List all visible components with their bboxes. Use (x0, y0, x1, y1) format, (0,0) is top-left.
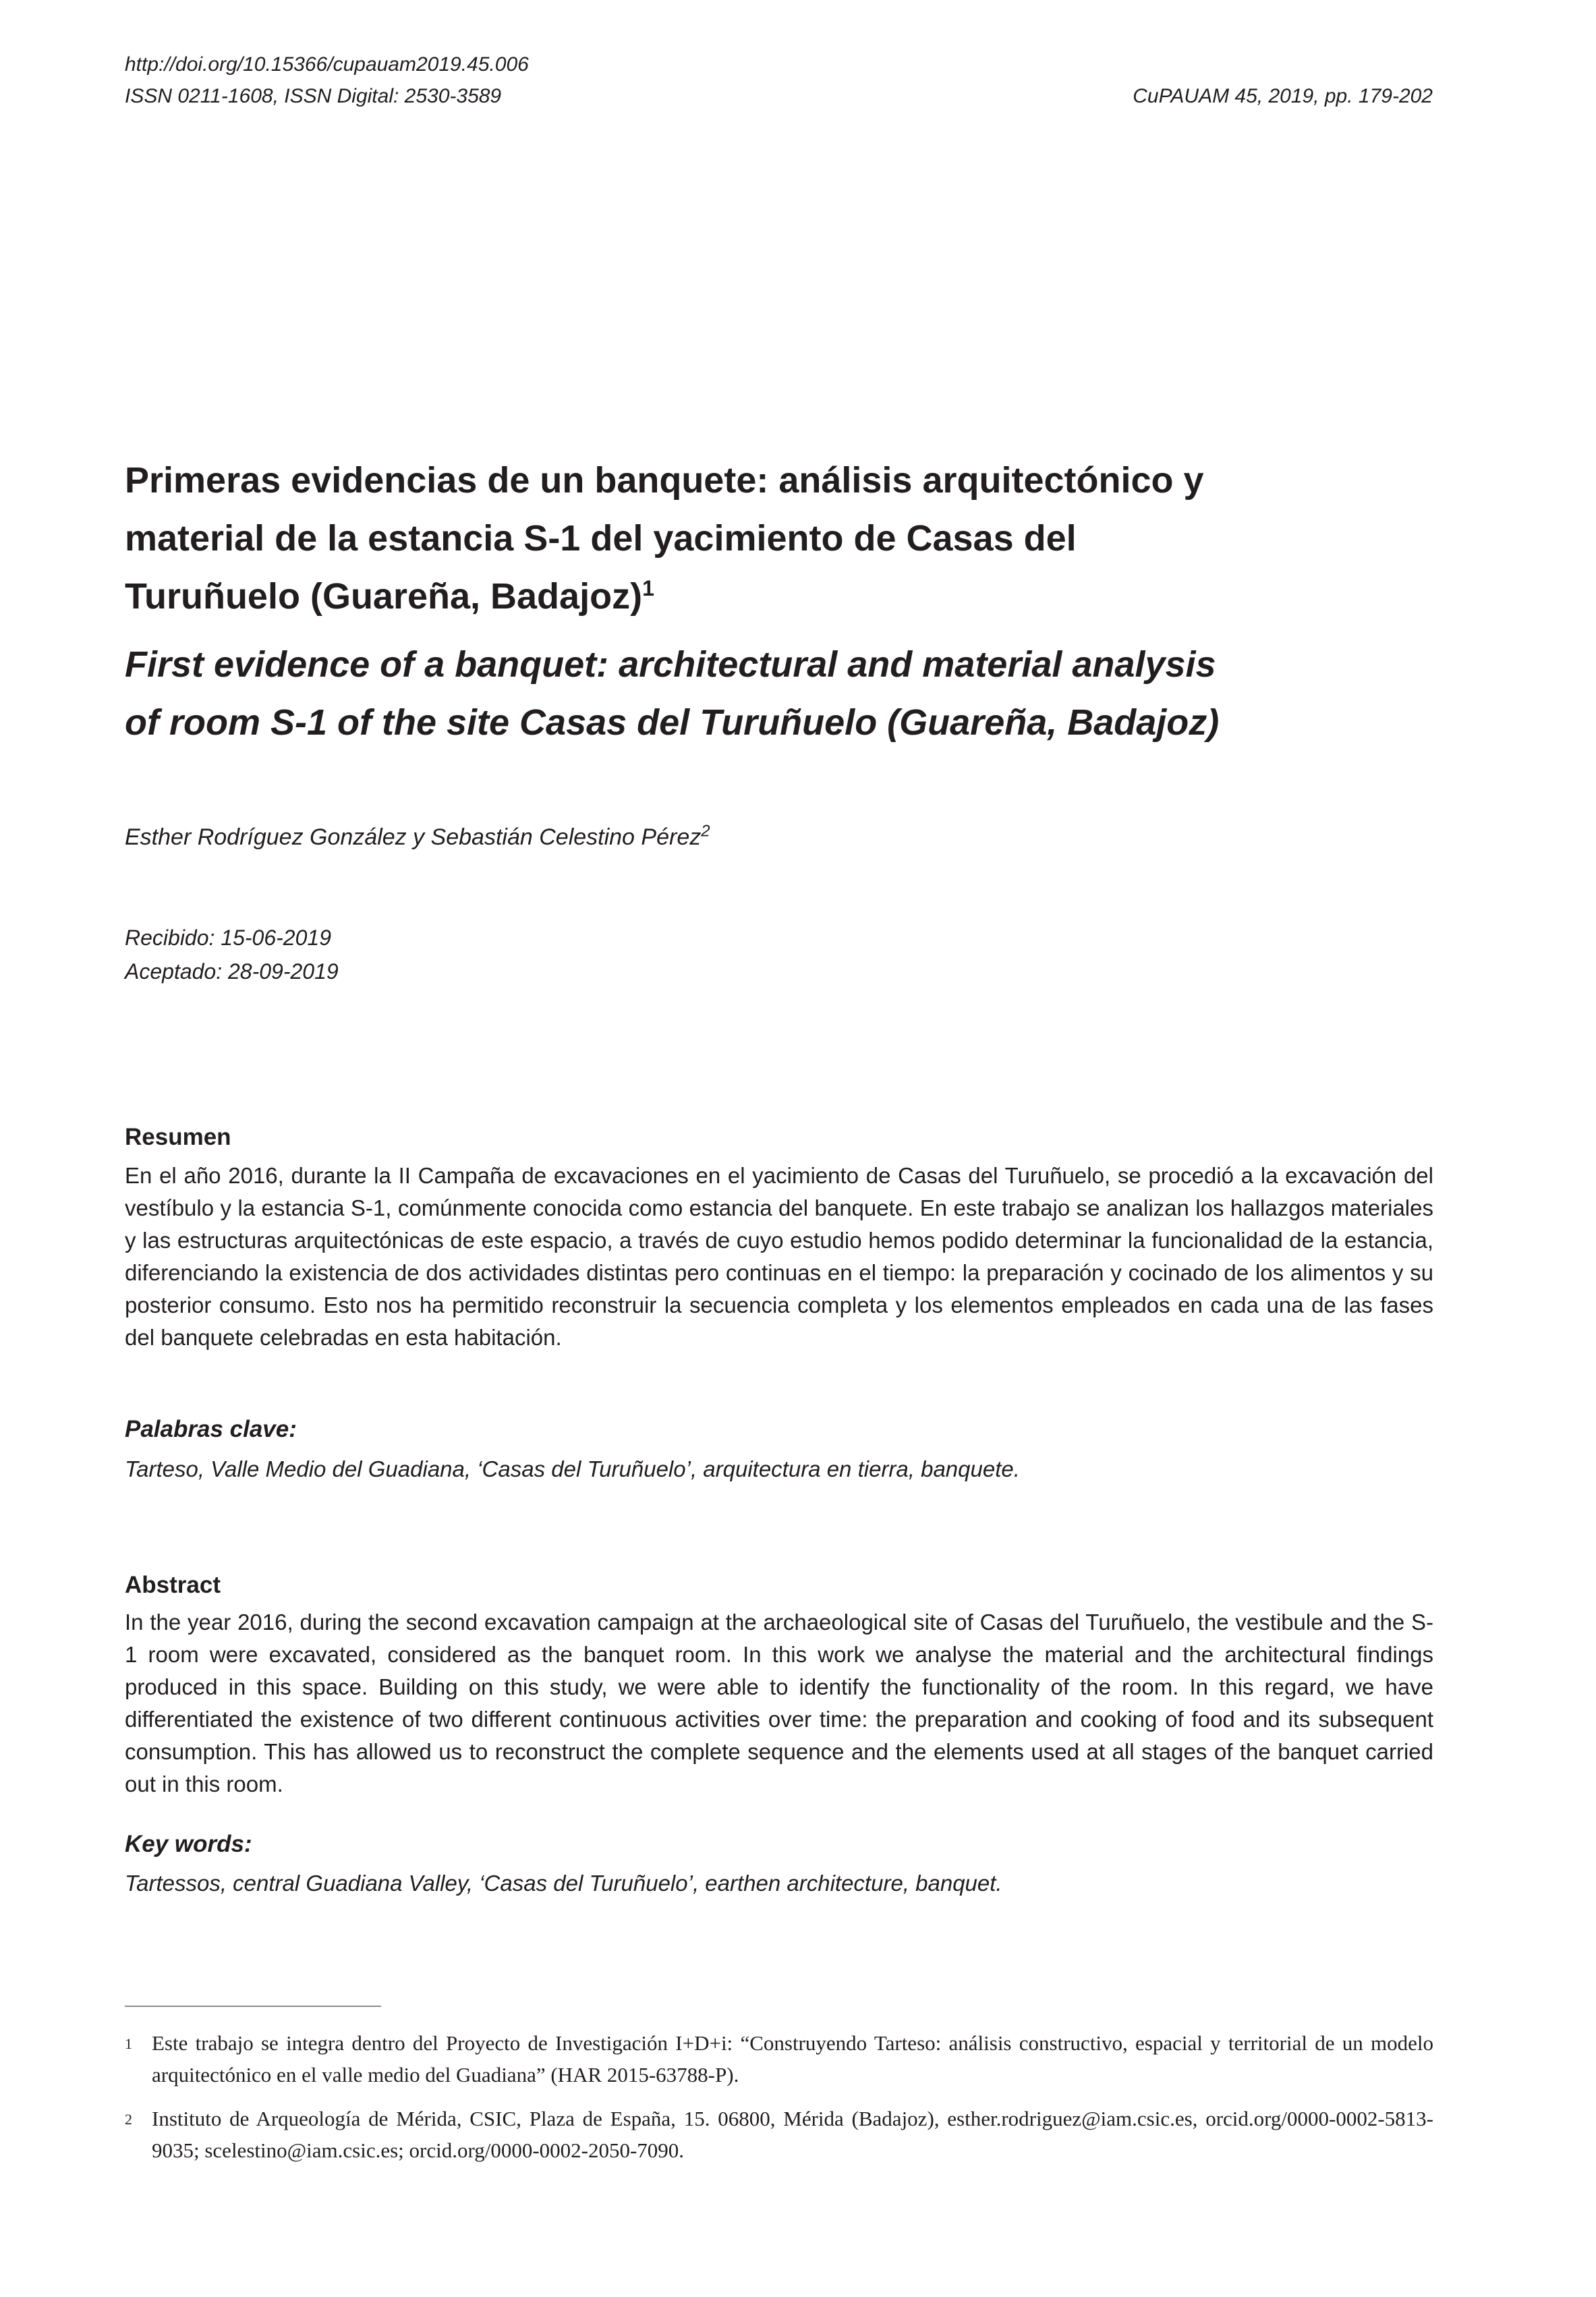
doi-text: http://doi.org/10.15366/cupauam2019.45.006 (125, 53, 529, 76)
title-es-line-1: Primeras evidencias de un banquete: análisis arquitectónico y (125, 460, 1204, 501)
running-head-right (1133, 80, 1433, 112)
footnote-1-marker: 1 (125, 2035, 132, 2052)
received-date: Recibido: 15-06-2019 (125, 926, 331, 950)
title-es-line-3-text: Turuñuelo (Guareña, Badajoz) (125, 576, 643, 617)
resumen-heading: Resumen (125, 1124, 231, 1150)
footnote-1-text: Este trabajo se integra dentro del Proyecto de Investigación I+D+i: “Construyendo Tarteso: análisis constructivo, espacial y territorial de un modelo arquitectónico en el valle medio del Guadiana” (HAR 2015-63788-P). (152, 2031, 1433, 2087)
resumen-paragraph: En el año 2016, durante la II Campaña de excavaciones en el yacimiento de Casas del Turuñuelo, se procedió a la excavación del vestíbulo y la estancia S-1, comúnmente conocida como estancia del banquete. En este trabajo se analizan los hallazgos materiales y las estructuras arquitectónicas de este espacio, a través de cuyo estudio hemos podido determinar la funcionalidad de la estancia, diferenciando la existencia de dos actividades distintas pero continuas en el tiempo: la preparación y cocinado de los alimentos y su posterior consumo. Esto nos ha permitido reconstruir la secuencia completa y los elementos empleados en cada una de las fases del banquete celebradas en esta habitación. (125, 1163, 1433, 1350)
title-footnote-ref: 1 (642, 576, 654, 600)
palabras-clave-text: Tarteso, Valle Medio del Guadiana, ‘Casas del Turuñuelo’, arquitectura en tierra, banquete. (125, 1456, 1020, 1481)
issn-text: ISSN 0211-1608, ISSN Digital: 2530-3589 (125, 85, 502, 107)
title-es-line-2: material de la estancia S-1 del yacimiento de Casas del (125, 518, 1077, 559)
article-title-spanish (125, 451, 1467, 625)
footnote-divider-rule (125, 2006, 381, 2007)
footnote-2 (125, 2103, 1433, 2166)
footnote-2-text: Instituto de Arqueología de Mérida, CSIC, Plaza de España, 15. 06800, Mérida (Badajoz), esther.rodriguez@iam.csic.es, orcid.org/0000-0002-5813-9035; scelestino@iam.csic.es; orcid.org/0000-0002-2050-7090. (152, 2107, 1433, 2162)
running-head-left (125, 49, 1069, 112)
title-en-line-2: of room S-1 of the site Casas del Turuñuelo (Guareña, Badajoz) (125, 702, 1220, 743)
authors-line (125, 824, 1406, 851)
key-words-text: Tartessos, central Guadiana Valley, ‘Casas del Turuñuelo’, earthen architecture, banquet. (125, 1871, 1002, 1896)
title-en-line-1: First evidence of a banquet: architectural and material analysis (125, 644, 1216, 685)
palabras-clave-heading: Palabras clave: (125, 1416, 297, 1442)
abstract-paragraph: In the year 2016, during the second excavation campaign at the archaeological site of Casas del Turuñuelo, the vestibule and the S-1 room were excavated, considered as the banquet room. In this work we analyse the material and the architectural findings produced in this space. Building on this study, we were able to identify the functionality of the room. In this regard, we have differentiated the existence of two different continuous activities over time: the preparation and cooking of food and its subsequent consumption. This has allowed us to reconstruct the complete sequence and the elements used at all stages of the banquet carried out in this room. (125, 1610, 1433, 1796)
title-es-line-3 (125, 567, 1467, 625)
authors-footnote-ref: 2 (701, 822, 710, 841)
accepted-date: Aceptado: 28-09-2019 (125, 959, 339, 984)
article-title-english (125, 635, 1467, 752)
abstract-heading: Abstract (125, 1572, 221, 1598)
footnote-2-marker: 2 (125, 2111, 132, 2128)
submission-dates (125, 921, 934, 988)
footnote-1 (125, 2027, 1433, 2091)
key-words-heading: Key words: (125, 1831, 252, 1857)
author-names: Esther Rodríguez González y Sebastián Celestino Pérez (125, 824, 702, 850)
journal-reference: CuPAUAM 45, 2019, pp. 179-202 (1133, 85, 1433, 107)
